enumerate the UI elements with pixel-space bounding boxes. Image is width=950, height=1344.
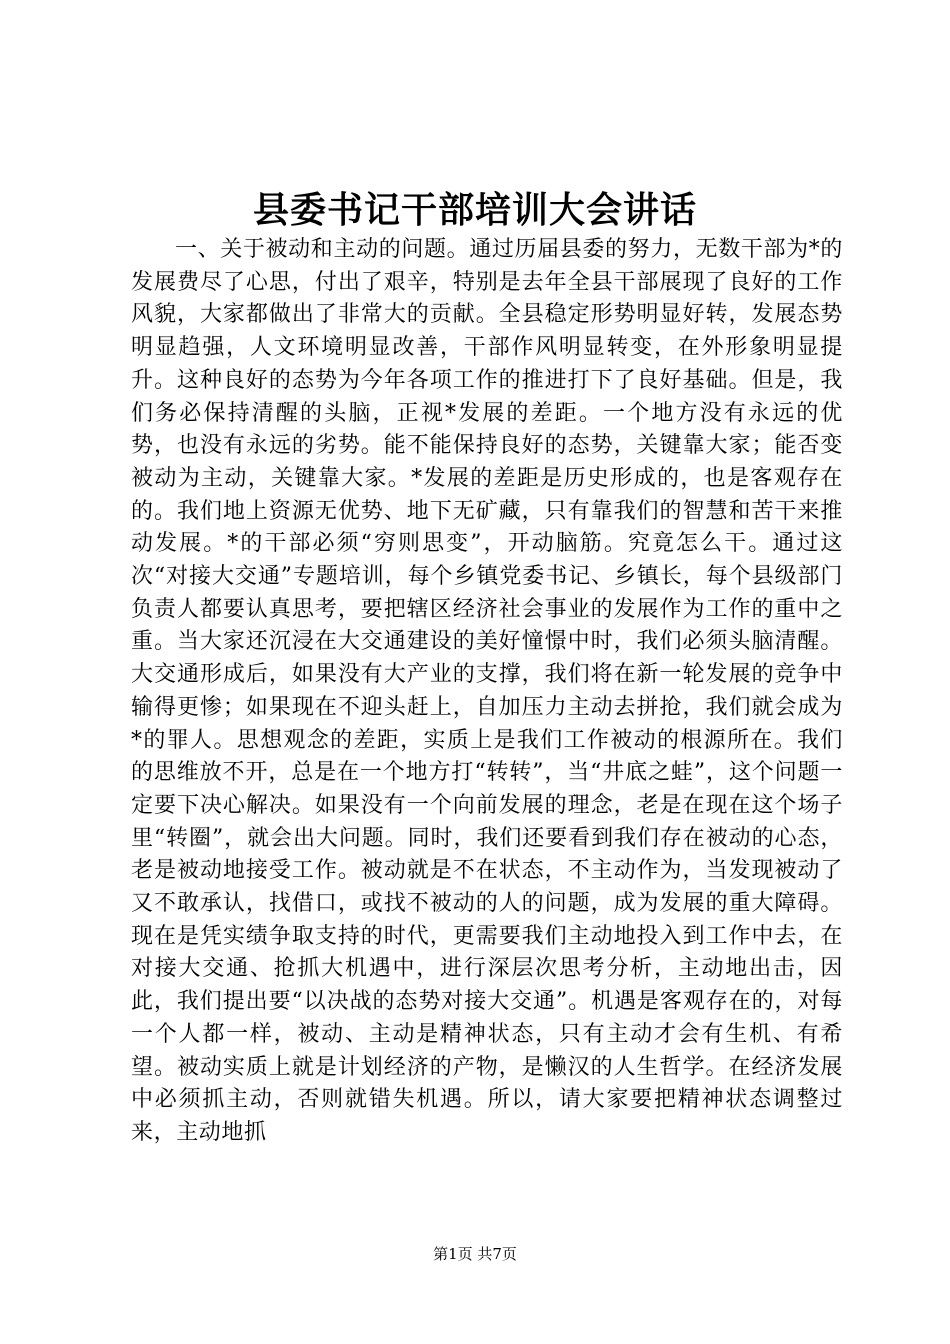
document-body-paragraph: 一、关于被动和主动的问题。通过历届县委的努力，无数干部为*的发展费尽了心思，付出了艰辛，特别是去年全县干部展现了良好的工作风貌，大家都做出了非常大的贡献。全县稳定形势明显好转，发展态势明显趋强，人文环境明显改善，干部作风明显转变，在外形象明显提升。这种良好的态势为今年各项工作的推进打下了良好基础。但是，我们务必保持清醒的头脑，正视*发展的差距。一个地方没有永远的优势，也没有永远的劣势。能不能保持良好的态势，关键靠大家；能否变被动为主动，关键靠大家。*发展的差距是历史形成的，也是客观存在的。我们地上资源无优势、地下无矿藏，只有靠我们的智慧和苦干来推动发展。*的干部必须“穷则思变”，开动脑筋。究竟怎么干。通过这次“对接大交通”专题培训，每个乡镇党委书记、乡镇长，每个县级部门负责人都要认真思考，要把辖区经济社会事业的发展作为工作的重中之重。当大家还沉浸在大交通建设的美好憧憬中时，我们必须头脑清醒。大交通形成后，如果没有大产业的支撑，我们将在新一轮发展的竞争中输得更惨；如果现在不迎头赶上，自加压力主动去拼抢，我们就会成为*的罪人。思想观念的差距，实质上是我们工作被动的根源所在。我们的思维放不开，总是在一个地方打“转转”，当“井底之蛙”，这个问题一定要下决心解决。如果没有一个向前发展的理念，老是在现在这个场子里“转圈”，就会出大问题。同时，我们还要看到我们存在被动的心态，老是被动地接受工作。被动就是不在状态，不主动作为，当发现被动了又不敢承认，找借口，或找不被动的人的问题，成为发展的重大障碍。现在是凭实绩争取支持的时代，更需要我们主动地投入到工作中去，在对接大交通、抢抓大机遇中，进行深层次思考分析，主动地出击，因此，我们提出要“以决战的态势对接大交通”。机遇是客观存在的，对每一个人都一样，被动、主动是精神状态，只有主动才会有生机、有希望。被动实质上就是计划经济的产物，是懒汉的人生哲学。在经济发展中必须抓主动，否则就错失机遇。所以，请大家要把精神状态调整过来，主动地抓 [131, 237, 843, 1145]
page-number-footer: 第1页 共7页 [433, 1245, 517, 1263]
document-title: 县委书记干部培训大会讲话 [252, 189, 697, 231]
